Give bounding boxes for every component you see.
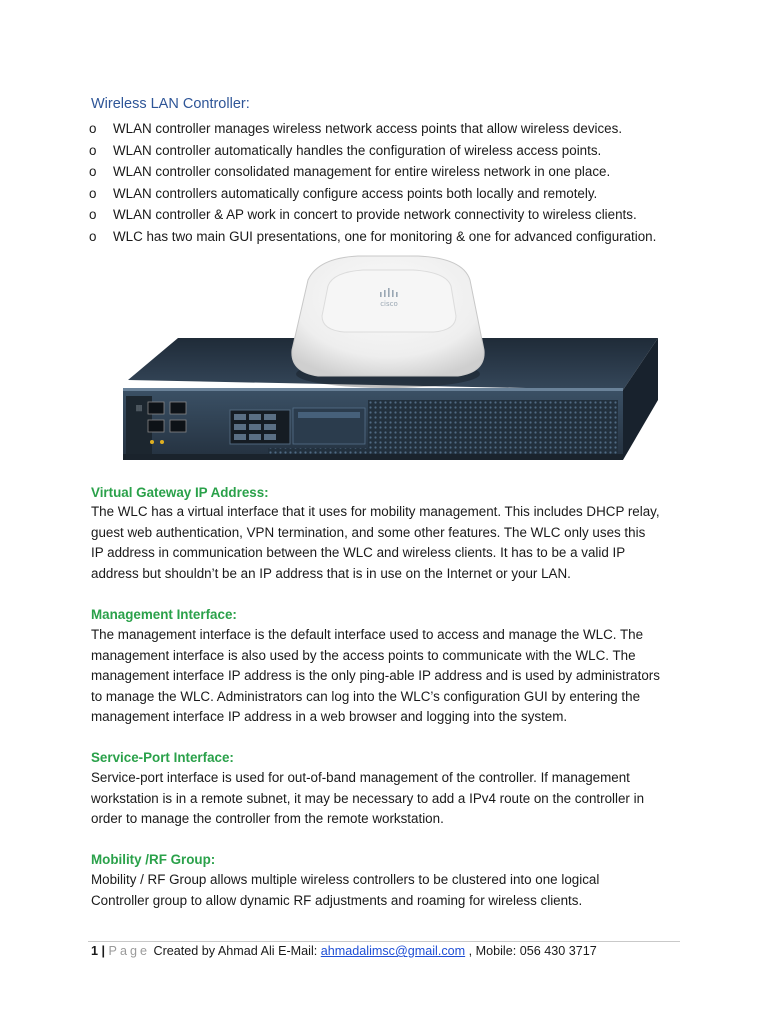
list-item bbox=[89, 204, 729, 226]
section-title-management-interface: Management Interface: bbox=[91, 607, 237, 622]
text-line: management interface is also used by the access points to communicate with the WLC. The bbox=[91, 647, 636, 663]
bullet-marker: o bbox=[89, 142, 97, 158]
section-title-service-port: Service-Port Interface: bbox=[91, 750, 234, 765]
list-item bbox=[89, 161, 729, 183]
text-line: guest web authentication, VPN termination, and some other features. The WLC only uses this bbox=[91, 524, 646, 540]
email-link[interactable]: ahmadalimsc@gmail.com bbox=[320, 944, 466, 958]
text-line: IP address in communication between the WLC and wireless clients. It has to be a valid IP bbox=[91, 545, 626, 561]
ap-logo-text: cisco bbox=[380, 300, 398, 308]
bullet-text: WLAN controller & AP work in concert to provide network connectivity to wireless clients. bbox=[113, 207, 637, 223]
section-body-management-interface bbox=[91, 625, 691, 728]
text-line: management interface IP address is the only ping-able IP address and is used by administrators bbox=[91, 668, 660, 684]
list-item bbox=[89, 226, 729, 248]
text-line: Service-port interface is used for out-of-band management of the controller. If management bbox=[91, 770, 630, 785]
text-line: order to manage the controller from the remote workstation. bbox=[91, 811, 444, 827]
page-number: 1 bbox=[91, 944, 99, 958]
section-body-virtual-gateway bbox=[91, 502, 691, 584]
bullet-list bbox=[89, 118, 729, 248]
text-line: The WLC has a virtual interface that it uses for mobility management. This includes DHCP relay, bbox=[91, 504, 660, 519]
section-title-mobility-rf-group: Mobility /RF Group: bbox=[91, 852, 216, 867]
text-line: management interface IP address in a web browser and logging into the system. bbox=[91, 709, 568, 725]
access-point bbox=[292, 256, 484, 388]
svg-text:|||: ||| bbox=[135, 405, 143, 412]
bullet-text: WLAN controller manages wireless network access points that allow wireless devices. bbox=[113, 121, 623, 136]
footer-divider bbox=[88, 941, 680, 942]
text-line: workstation is in a remote subnet, it may be necessary to add a IPv4 route on the controller in bbox=[91, 790, 645, 806]
footer-mobile: , Mobile: 056 430 3717 bbox=[468, 944, 597, 958]
bullet-marker: o bbox=[89, 121, 97, 136]
section-body-mobility-rf-group bbox=[91, 870, 691, 911]
list-item bbox=[89, 183, 729, 205]
bullet-marker: o bbox=[89, 185, 97, 201]
bullet-text: WLAN controllers automatically configure access points both locally and remotely. bbox=[113, 185, 598, 201]
page-word: Page bbox=[108, 944, 150, 958]
section-body-service-port bbox=[91, 768, 691, 830]
page-heading: Wireless LAN Controller: bbox=[91, 96, 250, 112]
bullet-text: WLC has two main GUI presentations, one for monitoring & one for advanced configuration. bbox=[113, 228, 657, 244]
text-line: The management interface is the default interface used to access and manage the WLC. The bbox=[91, 627, 644, 642]
text-line: address but shouldn’t be an IP address that is in use on the Internet or your LAN. bbox=[91, 565, 571, 581]
list-item bbox=[89, 118, 729, 140]
list-item bbox=[89, 140, 729, 162]
bullet-text: WLAN controller automatically handles the configuration of wireless access points. bbox=[113, 142, 602, 158]
text-line: Controller group to allow dynamic RF adjustments and roaming for wireless clients. bbox=[91, 892, 583, 908]
footer-separator: | bbox=[101, 944, 106, 958]
wlc-device-illustration bbox=[118, 250, 663, 465]
bullet-marker: o bbox=[89, 207, 97, 223]
text-line: Mobility / RF Group allows multiple wireless controllers to be clustered into one logical bbox=[91, 872, 600, 887]
bullet-marker: o bbox=[89, 228, 97, 244]
bullet-text: WLAN controller consolidated management for entire wireless network in one place. bbox=[113, 164, 611, 180]
page-footer bbox=[91, 944, 597, 958]
bullet-marker: o bbox=[89, 164, 97, 180]
section-title-virtual-gateway: Virtual Gateway IP Address: bbox=[91, 485, 269, 500]
footer-credit: Created by Ahmad Ali E-Mail: bbox=[153, 944, 318, 958]
text-line: to manage the WLC. Administrators can log into the WLC’s configuration GUI by entering the bbox=[91, 688, 641, 704]
